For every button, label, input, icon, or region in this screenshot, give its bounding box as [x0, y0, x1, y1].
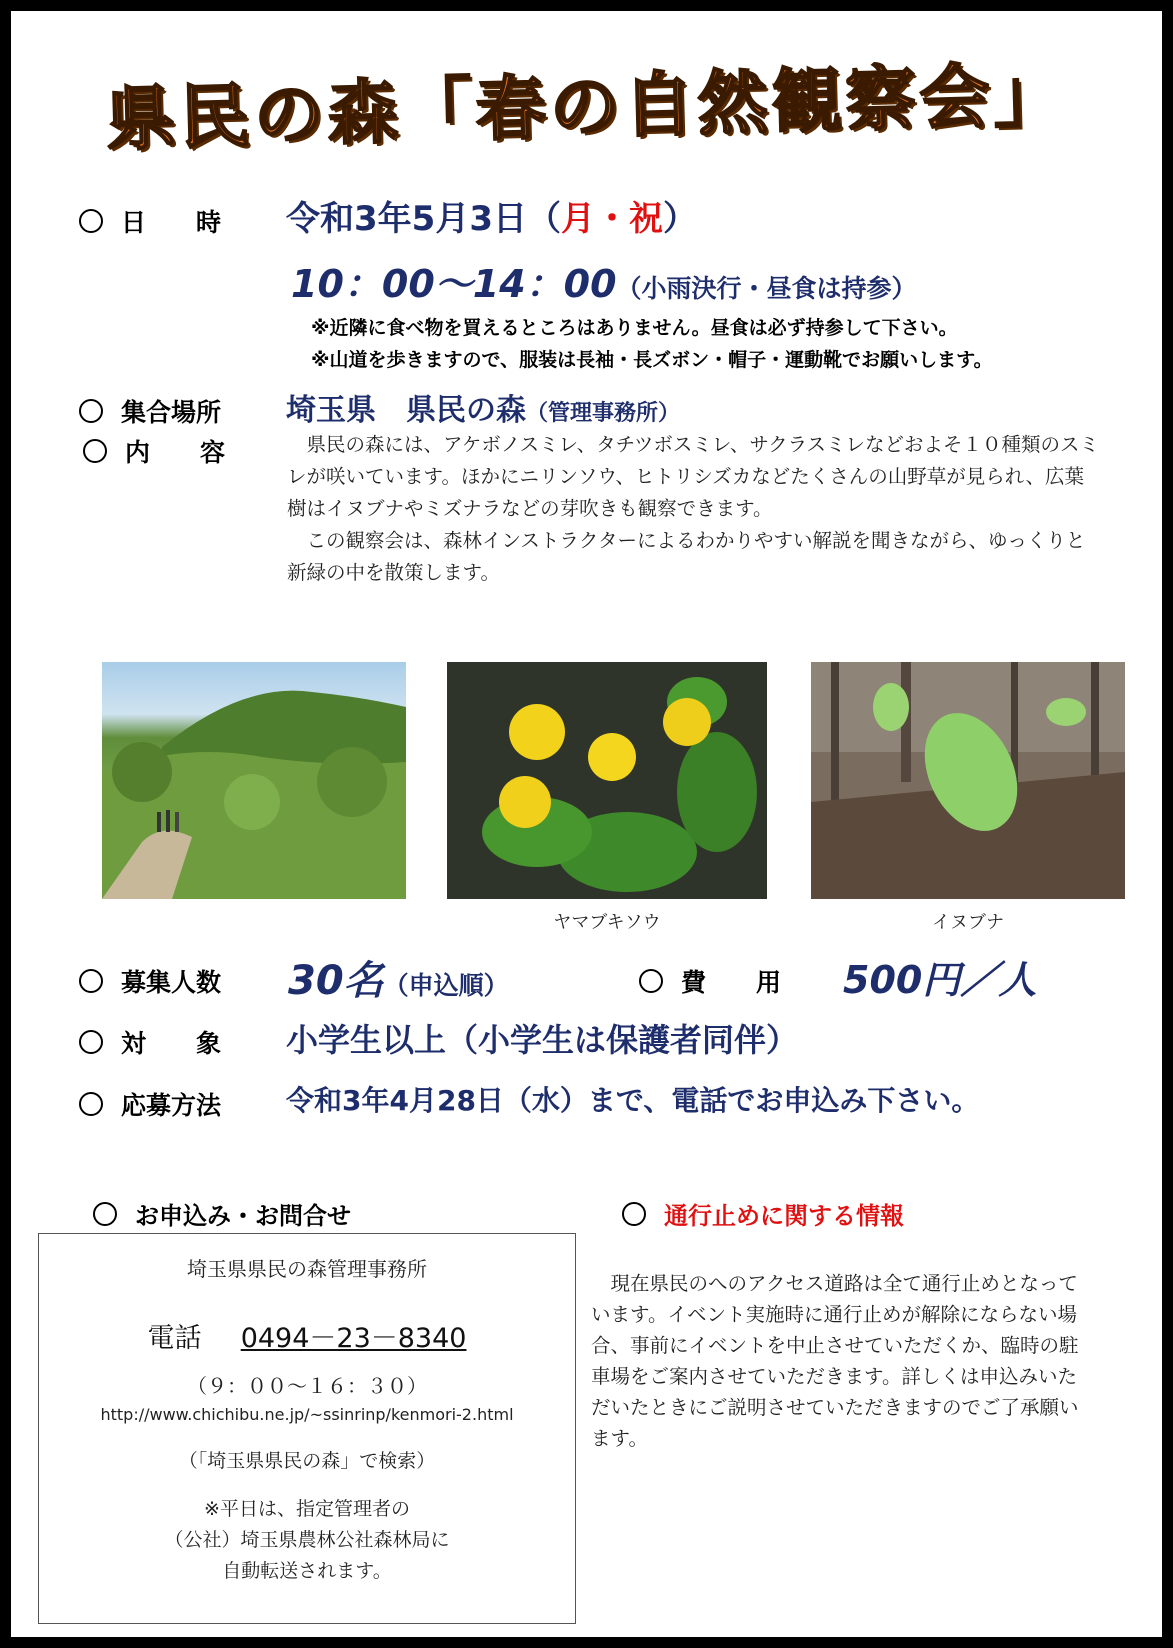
event-time: 10：00〜14：00 — [291, 262, 617, 306]
venue-sub: （管理事務所） — [526, 401, 681, 426]
content-paragraph-1: 県民の森には、アケボノスミレ、タチツボスミレ、サクラスミレなどおよそ１０種類のスミレが咲いています。ほかにニリンソウ、ヒトリシズカなどたくさんの山野草が見られ、広葉樹はイヌブナやミズナラなどの芽吹きも観察できます。 — [287, 433, 1099, 520]
target-value: 小学生以上（小学生は保護者同伴） — [286, 1021, 799, 1059]
contact-weekday-1: ※平日は、指定管理者の — [204, 1498, 410, 1520]
fee-label-row — [639, 963, 781, 999]
caption-inubuna: イヌブナ — [932, 912, 1004, 933]
apply-label-row — [79, 1086, 221, 1122]
contact-box — [38, 1233, 576, 1624]
bullet-circle-icon — [79, 399, 103, 423]
contact-phone-row — [39, 1316, 575, 1355]
target-label-row — [79, 1024, 221, 1060]
content-paragraph-2: この観察会は、森林インストラクターによるわかりやすい解説を聞きながら、ゆっくりと新緑の中を散策します。 — [287, 529, 1086, 584]
forest-trail-illustration — [102, 662, 406, 899]
venue-label-row — [79, 393, 221, 429]
bullet-circle-icon — [79, 969, 103, 993]
photo-inubuna — [811, 662, 1125, 899]
content-label-row — [83, 433, 225, 469]
fee-label: 費 用 — [681, 968, 782, 997]
event-time-note: （小雨決行・昼食は持参） — [616, 274, 917, 303]
contact-weekday-3: 自動転送されます。 — [222, 1560, 392, 1582]
date-paren-close: ） — [662, 199, 697, 239]
road-heading: 通行止めに関する情報 — [664, 1202, 904, 1230]
photo-forest-trail — [102, 662, 406, 899]
bullet-circle-icon — [79, 1030, 103, 1054]
contact-heading: お申込み・お問合せ — [135, 1202, 351, 1230]
flyer-title: 県民の森「春の自然観察会」 — [104, 53, 1069, 161]
contact-url[interactable]: http://www.chichibu.ne.jp/~ssinrinp/kenmori-2.html — [100, 1405, 514, 1424]
capacity-value: 30名 — [288, 958, 384, 1004]
capacity-sub: （申込順） — [383, 971, 509, 1000]
fee-value: 500円／人 — [843, 958, 1037, 1002]
capacity-label-row — [79, 963, 221, 999]
contact-office: 埼玉県県民の森管理事務所 — [187, 1257, 427, 1281]
bullet-circle-icon — [622, 1202, 646, 1226]
note-clothing: ※山道を歩きますので、服装は長袖・長ズボン・帽子・運動靴でお願いします。 — [311, 349, 993, 371]
contact-weekday-2: （公社）埼玉県農林公社森林局に — [164, 1529, 450, 1551]
flyer-page — [11, 11, 1162, 1637]
beech-leaf-illustration — [811, 662, 1125, 899]
datetime-label: 日 時 — [121, 208, 222, 237]
event-date-holiday: 月・祝 — [560, 199, 663, 239]
venue-row — [286, 385, 680, 429]
bullet-circle-icon — [93, 1202, 117, 1226]
contact-phone[interactable]: 0494－23－8340 — [240, 1323, 467, 1354]
contact-search: （「埼玉県県民の森」で検索） — [178, 1450, 436, 1472]
yellow-flower-illustration — [447, 662, 767, 899]
note-lunch: ※近隣に食べ物を買えるところはありません。昼食は必ず持参して下さい。 — [311, 317, 958, 339]
apply-value: 令和3年4月28日（水）まで、電話でお申込み下さい。 — [286, 1084, 980, 1117]
bullet-circle-icon — [639, 969, 663, 993]
photo-yamabukisou — [447, 662, 767, 899]
contact-phone-label: 電話 — [147, 1323, 202, 1354]
contact-hours: （９：００〜１６：３０） — [187, 1374, 427, 1398]
venue-value: 埼玉県 県民の森 — [286, 393, 526, 428]
contact-heading-row — [93, 1196, 351, 1231]
date-paren-open: （ — [526, 199, 561, 239]
bullet-circle-icon — [79, 1092, 103, 1116]
event-date — [286, 191, 697, 240]
event-time-row — [291, 253, 917, 308]
bullet-circle-icon — [79, 209, 103, 233]
target-label: 対 象 — [121, 1029, 222, 1058]
apply-label: 応募方法 — [121, 1091, 222, 1120]
datetime-label-row — [79, 203, 221, 239]
capacity-row — [288, 949, 509, 1006]
venue-label: 集合場所 — [121, 398, 222, 427]
road-heading-row — [622, 1196, 904, 1231]
content-label: 内 容 — [125, 438, 226, 467]
caption-yamabukisou: ヤマブキソウ — [553, 912, 661, 933]
road-info-text: 現在県民のへのアクセス道路は全て通行止めとなっています。イベント実施時に通行止めが解除にならない場合、事前にイベントを中止させていただくか、臨時の駐車場をご案内させていただきます。詳しくは申込みいただいたときにご説明させていただきますのでご了承願います。 — [591, 1272, 1079, 1450]
bullet-circle-icon — [83, 439, 107, 463]
capacity-label: 募集人数 — [121, 968, 222, 997]
event-date-main: 令和3年5月3日 — [286, 199, 527, 239]
